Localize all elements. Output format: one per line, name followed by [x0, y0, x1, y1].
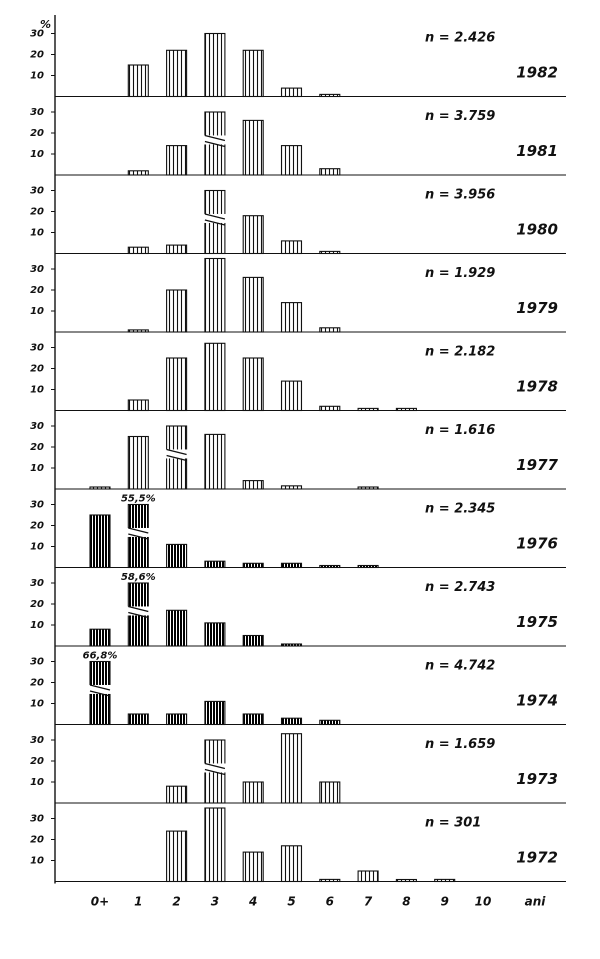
bar-1972-7: [358, 871, 378, 882]
bar-1977-5: [282, 486, 302, 489]
bar-1980-2: [167, 245, 187, 253]
panel-year-label: 1980: [516, 220, 558, 239]
bar-1981-4: [243, 120, 263, 175]
y-tick-label: 30: [30, 735, 44, 746]
bar-1980-1: [128, 247, 148, 253]
bar-1972-5: [282, 846, 302, 882]
y-tick-label: 10: [30, 149, 44, 160]
panel-n-label: n = 2.182: [425, 344, 496, 360]
bar-1981-2: [167, 146, 187, 175]
bar-1973-4: [243, 782, 263, 803]
panel-n-label: n = 3.759: [425, 109, 496, 124]
x-tick-label: 6: [325, 894, 334, 909]
x-tick-label: 0+: [90, 894, 110, 909]
y-tick-label: 20: [30, 363, 44, 375]
bar-1974-4: [243, 714, 263, 725]
y-unit-label: %: [40, 18, 52, 31]
x-tick-label: 3: [210, 894, 220, 909]
bar-1982-5: [282, 88, 302, 96]
y-tick-label: 10: [30, 227, 44, 239]
y-tick-label: 30: [30, 421, 44, 432]
y-tick-label: 20: [30, 677, 44, 689]
bar-1976-7: [358, 566, 378, 568]
bar-1974-3: [205, 701, 225, 724]
panel-1972: [30, 808, 566, 882]
x-tick-label: 2: [172, 894, 181, 909]
panel-year-label: 1978: [516, 377, 558, 396]
bar-1972-6: [320, 879, 340, 881]
bar-1972-8: [396, 880, 416, 882]
bar-1978-7: [358, 408, 378, 410]
bar-1976-3: [205, 561, 225, 567]
panel-1981: [30, 107, 566, 175]
panel-year-label: 1977: [516, 456, 558, 474]
y-tick-label: 10: [30, 306, 44, 317]
x-tick-label: 7: [363, 894, 373, 909]
bar-1982-3: [205, 34, 225, 97]
bar-1979-3: [205, 259, 225, 333]
bar-1977-1: [128, 437, 148, 490]
x-tick-label: 5: [287, 894, 296, 909]
bar-1979-1: [128, 330, 148, 332]
bar-1979-6: [320, 328, 340, 332]
bar-1974-1: [128, 714, 148, 725]
y-tick-label: 20: [30, 285, 44, 296]
bar-1980-6: [320, 251, 340, 253]
bar-1972-9: [435, 879, 455, 881]
y-tick-label: 20: [30, 520, 44, 532]
panel-year-label: 1973: [516, 770, 558, 788]
bar-1979-2: [167, 290, 187, 332]
bar-value-label: 66,8%: [82, 650, 118, 662]
bar-1978-8: [396, 408, 416, 410]
panel-n-label: n = 2.743: [425, 580, 496, 595]
panel-n-label: n = 3.956: [425, 187, 496, 203]
x-tick-label: 10: [474, 894, 492, 909]
y-tick-label: 30: [30, 656, 44, 668]
panel-1975: [30, 572, 566, 646]
y-tick-label: 10: [30, 70, 44, 82]
bar-1974-6: [320, 720, 340, 724]
panel-year-label: 1981: [516, 142, 558, 160]
bar-1973-6: [320, 782, 340, 803]
bar-1976-0+: [90, 515, 110, 568]
panels-group: [30, 15, 566, 884]
panel-n-label: n = 2.345: [425, 501, 496, 517]
panel-year-label: 1979: [516, 299, 558, 317]
bar-1972-2: [167, 831, 187, 881]
bar-1977-3: [205, 434, 225, 489]
bar-1977-0+: [90, 487, 110, 489]
y-tick-label: 10: [30, 620, 44, 631]
y-tick-label: 20: [30, 49, 44, 61]
bar-1972-3: [205, 808, 225, 882]
bar-1982-2: [167, 50, 187, 96]
y-tick-label: 30: [30, 578, 44, 589]
bar-1982-6: [320, 94, 340, 96]
bar-1978-5: [282, 381, 302, 410]
panel-year-label: 1982: [516, 63, 558, 82]
bar-1975-5: [282, 644, 302, 646]
panel-n-label: n = 1.929: [425, 266, 496, 281]
bar-1979-5: [282, 303, 302, 332]
panel-1976: [30, 494, 566, 568]
panel-1982: [30, 29, 566, 97]
bar-1975-2: [167, 610, 187, 646]
panel-n-label: n = 2.426: [425, 30, 496, 46]
panel-1980: [30, 186, 566, 254]
bar-1981-6: [320, 169, 340, 175]
y-tick-label: 30: [30, 107, 44, 118]
bar-1977-7: [358, 487, 378, 489]
bar-1978-3: [205, 343, 225, 410]
y-tick-label: 30: [30, 185, 44, 197]
panel-1973: [30, 734, 566, 803]
y-tick-label: 30: [30, 499, 44, 511]
bar-1982-4: [243, 50, 263, 96]
panel-1977: [30, 421, 566, 489]
bar-1973-5: [282, 734, 302, 803]
y-tick-label: 20: [30, 442, 44, 453]
panel-year-label: 1974: [516, 691, 558, 710]
bar-value-label: 55,5%: [120, 493, 156, 505]
bar-1982-1: [128, 65, 148, 97]
bar-1978-2: [167, 358, 187, 411]
y-tick-label: 20: [30, 128, 44, 139]
bar-1975-3: [205, 623, 225, 646]
bar-1981-5: [282, 146, 302, 175]
x-tick-label: 4: [249, 894, 258, 909]
y-tick-label: 10: [30, 777, 44, 788]
bar-1977-4: [243, 481, 263, 489]
bar-1976-2: [167, 544, 187, 567]
y-tick-label: 20: [30, 206, 44, 218]
x-axis-unit-label: ani: [524, 894, 546, 909]
panel-n-label: n = 4.742: [425, 658, 496, 674]
panel-n-label: n = 301: [425, 815, 482, 831]
x-tick-label: 9: [440, 894, 449, 909]
y-tick-label: 10: [30, 855, 44, 867]
y-tick-label: 30: [30, 342, 44, 354]
y-tick-label: 30: [30, 813, 44, 825]
panel-1978: [30, 343, 566, 411]
y-tick-label: 10: [30, 463, 44, 474]
bar-1974-2: [167, 714, 187, 725]
bar-1978-6: [320, 406, 340, 410]
y-tick-label: 30: [30, 28, 44, 40]
y-tick-label: 20: [30, 834, 44, 846]
bar-1975-0+: [90, 629, 110, 646]
bar-1973-2: [167, 786, 187, 803]
bar-1974-5: [282, 718, 302, 724]
x-tick-label: 1: [134, 894, 143, 909]
panel-n-label: n = 1.616: [425, 423, 496, 438]
y-tick-label: 20: [30, 599, 44, 610]
x-tick-label: 8: [402, 894, 411, 909]
bar-1981-1: [128, 171, 148, 175]
panel-year-label: 1972: [516, 848, 558, 867]
y-tick-label: 10: [30, 384, 44, 396]
bar-1978-1: [128, 400, 148, 411]
bar-1978-4: [243, 358, 263, 411]
y-tick-label: 20: [30, 756, 44, 767]
bar-1980-4: [243, 216, 263, 254]
panel-n-label: n = 1.659: [425, 737, 496, 752]
panel-1979: [30, 259, 566, 333]
bar-1975-4: [243, 636, 263, 647]
bar-1976-6: [320, 566, 340, 568]
y-tick-label: 10: [30, 698, 44, 710]
bar-1972-4: [243, 852, 263, 881]
bar-1979-4: [243, 277, 263, 332]
bar-1980-5: [282, 241, 302, 254]
y-tick-label: 10: [30, 541, 44, 553]
panel-year-label: 1976: [516, 534, 558, 553]
x-axis: [91, 895, 546, 909]
bar-1976-4: [243, 563, 263, 567]
panel-1974: [30, 651, 566, 725]
bar-value-label: 58,6%: [120, 572, 156, 583]
bar-1976-5: [282, 563, 302, 567]
y-tick-label: 30: [30, 264, 44, 275]
panel-year-label: 1975: [516, 613, 558, 631]
